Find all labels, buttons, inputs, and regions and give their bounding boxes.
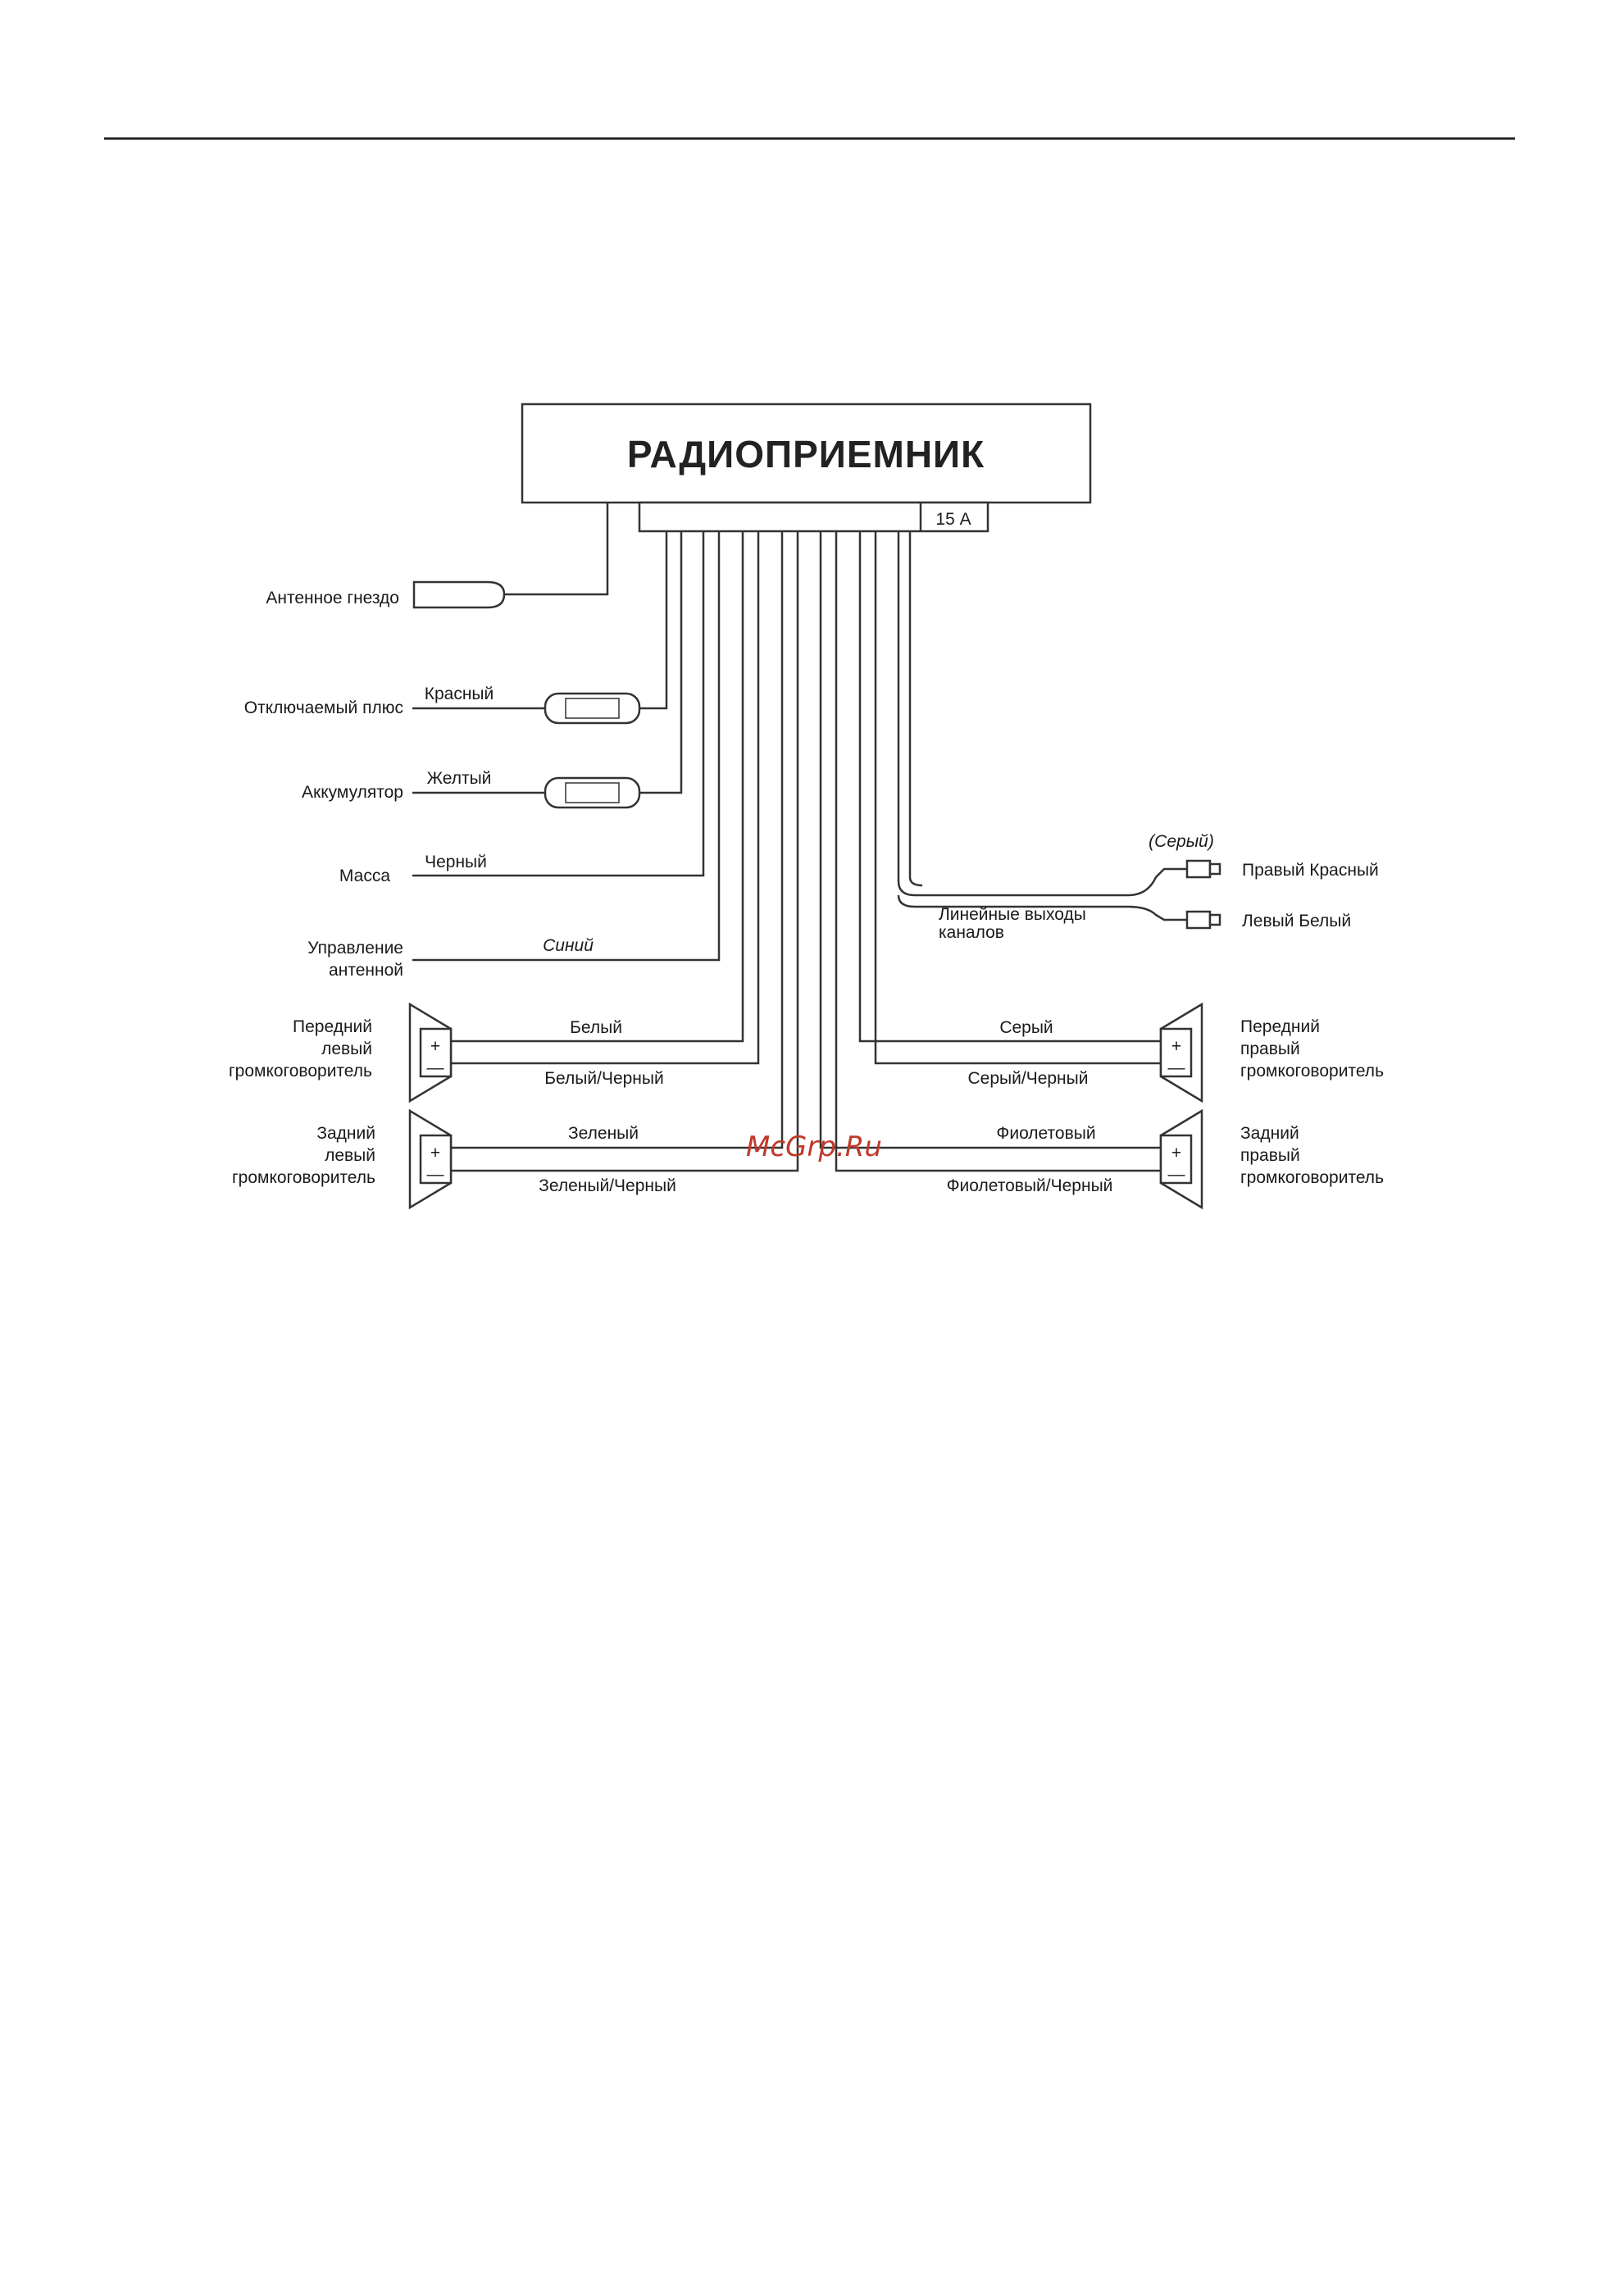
speaker-plus-sign: + [430,1037,441,1056]
front-right-minus-color: Серый/Черный [967,1069,1089,1088]
speaker-minus-sign: — [1167,1058,1185,1077]
ground-label: Масса [339,867,390,885]
line-out-label-2: каналов [939,923,1004,942]
rear-right-label-2: правый [1240,1146,1300,1165]
front-right-label-2: правый [1240,1040,1300,1058]
rca-plug-tip [1210,864,1220,874]
switched-plus-wire [639,531,666,708]
speaker-plus-sign: + [430,1144,441,1162]
speaker-minus-sign: — [426,1165,444,1184]
front-left-label-2: левый [321,1040,372,1058]
rear-right-label-3: громкоговоритель [1240,1168,1385,1187]
rca-plug-tip [1210,915,1220,925]
line-out-right-label: Правый Красный [1242,861,1379,880]
front-right-plus-color: Серый [999,1018,1053,1037]
rca-plug-icon [1187,912,1210,928]
front-right-minus-wire [876,531,1161,1063]
front-left-label-1: Передний [293,1017,372,1036]
rear-left-label-2: левый [325,1146,375,1165]
rear-right-label-1: Задний [1240,1124,1299,1143]
line-out-cable-inner [910,531,922,885]
switched-plus-label: Отключаемый плюс [243,698,403,717]
speaker-minus-sign: — [1167,1165,1185,1184]
rear-left-label-1: Задний [316,1124,375,1143]
speaker-minus-sign: — [426,1058,444,1077]
radio-title: РАДИОПРИЕМНИК [626,433,985,475]
rca-plug-icon [1187,861,1210,877]
rear-left-minus-color: Зеленый/Черный [539,1176,676,1195]
speaker-plus-sign: + [1171,1037,1182,1056]
front-right-label-3: громкоговоритель [1240,1062,1385,1081]
front-right-plus-wire [860,531,1161,1041]
antenna-socket-icon [414,582,504,607]
front-left-label-3: громкоговоритель [228,1062,372,1081]
front-right-label-1: Передний [1240,1017,1320,1036]
antenna-socket-label: Антенное гнездо [266,589,399,607]
front-left-minus-color: Белый/Черный [544,1069,664,1088]
antenna-control-label-2: антенной [329,961,403,980]
battery-label: Аккумулятор [302,783,403,802]
line-out-cable-color: (Серый) [1149,832,1214,851]
switched-plus-color: Красный [424,685,494,703]
fuse-label: 15 А [935,510,971,529]
front-left-plus-color: Белый [570,1018,622,1037]
antenna-wire [503,503,607,594]
rear-right-plus-wire [821,531,1161,1148]
rear-right-minus-color: Фиолетовый/Черный [946,1176,1113,1195]
line-out-right-wire [898,531,1187,895]
battery-wire [639,531,681,793]
speaker-plus-sign: + [1171,1144,1182,1162]
battery-color: Желтый [426,769,492,788]
antenna-control-label-1: Управление [307,939,403,958]
rear-left-plus-wire [451,531,782,1148]
line-out-left-label: Левый Белый [1242,912,1352,930]
line-out-label-1: Линейные выходы [939,905,1086,924]
rear-left-plus-color: Зеленый [567,1124,639,1143]
ground-color: Черный [425,853,487,871]
rear-right-plus-color: Фиолетовый [996,1124,1096,1143]
rear-left-label-3: громкоговоритель [231,1168,375,1187]
antenna-control-color: Синий [543,936,594,955]
watermark: McGrp.Ru [746,1131,882,1163]
